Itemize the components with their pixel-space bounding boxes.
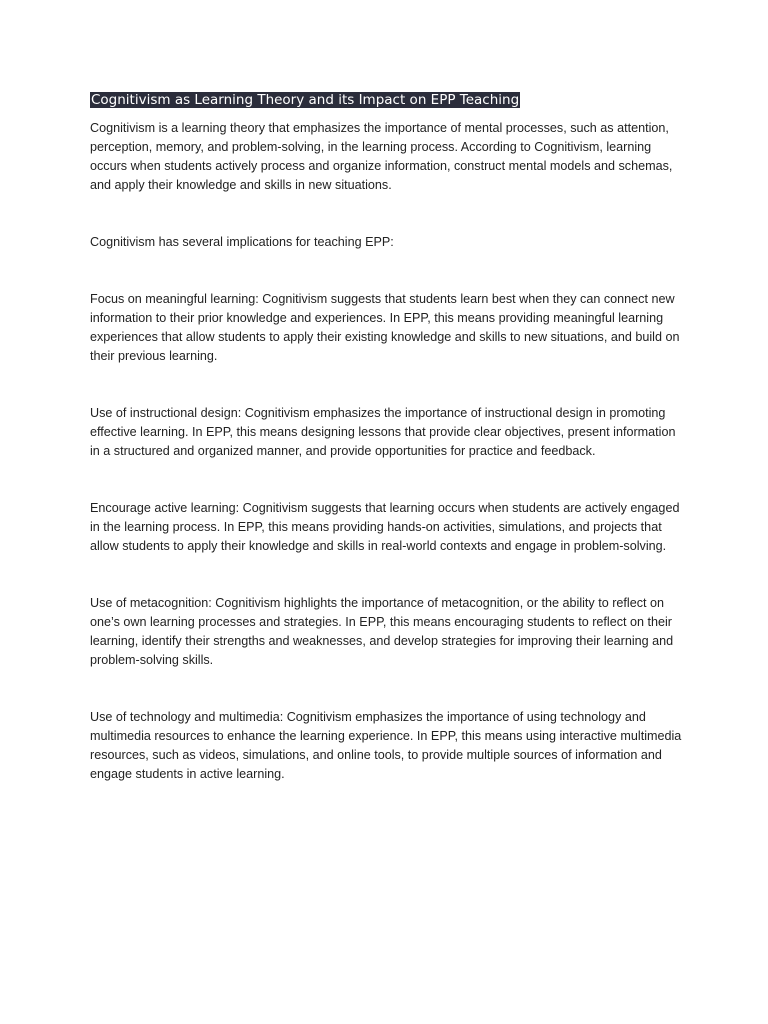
paragraph-meaningful-learning[interactable]: Focus on meaningful learning: Cognitivism suggests that students learn best when they can connect new information to their prior knowledge and experiences. In EPP, this means providing meaningful learning experiences that allow students to apply their existing knowledge and skills to new situations, and build on their previous learning. (90, 292, 680, 363)
paragraph-implications[interactable]: Cognitivism has several implications for teaching EPP: (90, 235, 394, 249)
title-line (90, 90, 682, 110)
paragraph-technology[interactable]: Use of technology and multimedia: Cognitivism emphasizes the importance of using technology and multimedia resources to enhance the learning experience. In EPP, this means using interactive multimedia resources, such as videos, simulations, and online tools, to provide multiple sources of information and engage students in active learning. (90, 710, 682, 781)
paragraph-metacognition[interactable]: Use of metacognition: Cognitivism highlights the importance of metacognition, or the ability to reflect on one’s own learning processes and strategies. In EPP, this means encouraging students to reflect on their learning, identify their strengths and weaknesses, and develop strategies for improving their learning and problem-solving skills. (90, 596, 674, 667)
document-page (90, 90, 682, 784)
paragraph-intro[interactable]: Cognitivism is a learning theory that emphasizes the importance of mental processes, such as attention, perception, memory, and problem-solving, in the learning process. According to Cognitivism, learning occurs when students actively process and organize information, construct mental models and schemas, and apply their knowledge and skills in new situations. (90, 121, 673, 192)
paragraph-instructional-design[interactable]: Use of instructional design: Cognitivism emphasizes the importance of instructional design in promoting effective learning. In EPP, this means designing lessons that provide clear objectives, present information in a structured and organized manner, and provide opportunities for practice and feedback. (90, 406, 676, 458)
document-title[interactable]: Cognitivism as Learning Theory and its Impact on EPP Teaching (91, 92, 520, 108)
paragraph-active-learning[interactable]: Encourage active learning: Cognitivism suggests that learning occurs when students are actively engaged in the learning process. In EPP, this means providing hands-on activities, simulations, and projects that allow students to apply their knowledge and skills in real-world contexts and engage in problem-solving. (90, 501, 680, 553)
